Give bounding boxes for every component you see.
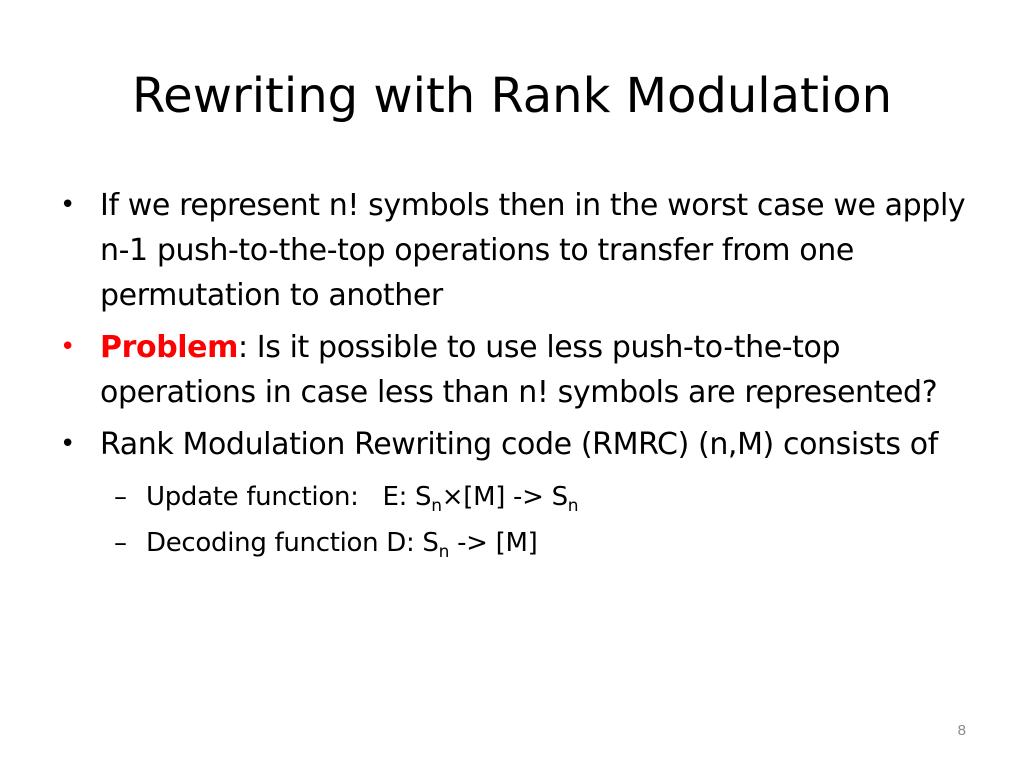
sub-marker: – bbox=[114, 528, 127, 558]
sub-subscript: n bbox=[431, 496, 442, 516]
sub-label: Update function: E: bbox=[146, 482, 416, 512]
slide-title: Rewriting with Rank Modulation bbox=[131, 68, 892, 124]
bullet-marker: • bbox=[60, 190, 75, 220]
bullet-text: Rank Modulation Rewriting code (RMRC) (n,M) consists of bbox=[100, 427, 938, 462]
bullet-problem bbox=[60, 325, 1000, 415]
bullet-marker: • bbox=[60, 332, 75, 362]
sub-symbol: S bbox=[422, 528, 439, 558]
sub-symbol: S bbox=[415, 482, 432, 512]
sub-item-update-function bbox=[60, 474, 1000, 520]
sub-marker: – bbox=[114, 482, 127, 512]
slide-body bbox=[60, 183, 1000, 566]
sub-list bbox=[60, 474, 1000, 566]
bullet-rmrc bbox=[60, 422, 1000, 467]
sub-symbol: S bbox=[551, 482, 568, 512]
sub-end: -> [M] bbox=[449, 528, 538, 558]
bullet-marker: • bbox=[60, 429, 75, 459]
problem-highlight: Problem bbox=[100, 330, 238, 365]
sub-subscript: n bbox=[438, 542, 450, 562]
sub-subscript: n bbox=[567, 496, 579, 516]
bullet-text: : Is it possible to use less push-to-the-top operations in case less than n! symbols are represented? bbox=[100, 330, 938, 410]
sub-label: Decoding function D: bbox=[146, 528, 423, 558]
sub-item-decoding-function bbox=[60, 520, 1000, 566]
sub-middle: ×[M] -> bbox=[441, 482, 552, 512]
bullet-text: If we represent n! symbols then in the worst case we apply n-1 push-to-the-top operations to transfer from one permutation to another bbox=[100, 188, 966, 313]
bullet-worst-case bbox=[60, 183, 1000, 318]
page-number: 8 bbox=[957, 722, 966, 739]
